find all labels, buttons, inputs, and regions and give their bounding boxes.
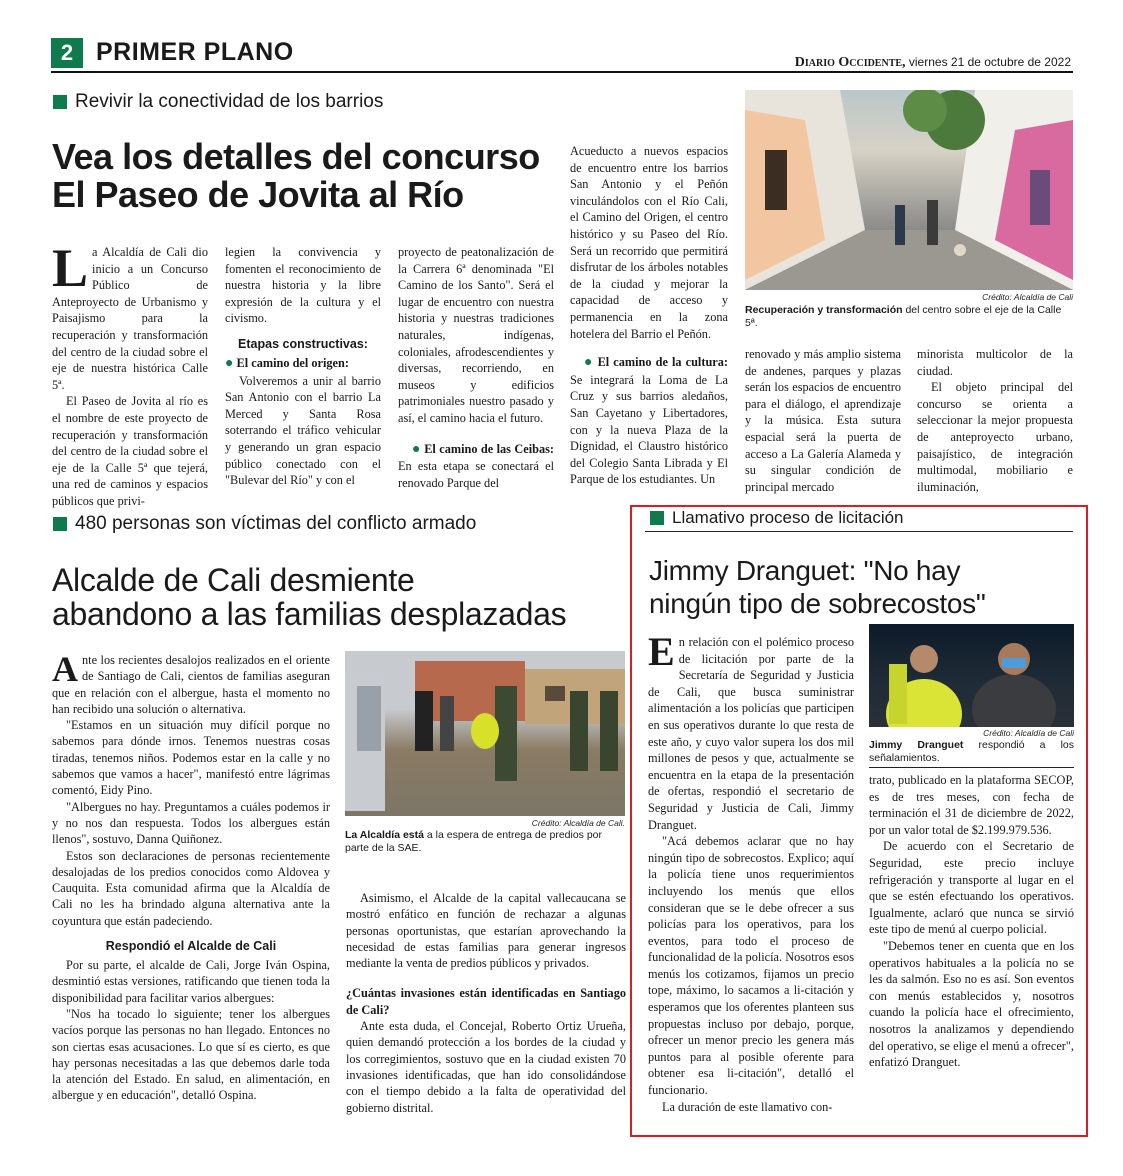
article2-col2: Asimismo, el Alcalde de la capital vallecaucana se mostró enfático en función de rechazar a algunas personas oportunistas, que estarían aprovechando la necesidad de estas familias para generar ingresos mediante la venta de predios públicos y privados. ¿Cuántas invasiones están identificadas en Santiago de Cali? Ante esta duda, el Concejal, Roberto Ortiz Urueña, quien demandó protección a los bordes de la ciudad y los corregimientos, sostuvo que en la ciudad existen 70 invasiones identificadas, que han ido consolidándose con el tiempo debido a la falta de operatividad del gobierno distrital. xyxy=(346,891,626,1115)
article3-title: Jimmy Dranguet: "No hay ningún tipo de sobrecostos" xyxy=(649,555,986,619)
header-rule xyxy=(51,71,1073,73)
article1-title: Vea los detalles del concurso El Paseo de Jovita al Río xyxy=(52,136,540,215)
photo3-caption: Jimmy Dranguet respondió a los señalamientos. xyxy=(869,739,1074,764)
photo1-credit: Crédito: Alcaldía de Cali xyxy=(982,292,1073,302)
community-photo xyxy=(345,651,625,816)
photo3-credit: Crédito: Alcaldía de Cali xyxy=(983,728,1074,738)
kicker-square-icon xyxy=(650,511,664,525)
kicker-square-icon xyxy=(53,95,67,109)
article2-subhead: Respondió el Alcalde de Cali xyxy=(105,939,277,954)
masthead xyxy=(795,55,1071,71)
article1-col5: renovado y más amplio sistema de andenes, parques y plazas serán los espacios de encuentro para el diálogo, el aprendizaje y la música. Esta sutura espacial será la puerta de acceso a La Galería Alameda y su singular condición de principal mercado xyxy=(745,347,901,494)
kicker-square-icon xyxy=(53,517,67,531)
article1-col1: La Alcaldía de Cali dio inicio a un Concurso Público de Anteproyecto de Urbanismo y Paisajismo para la recuperación y transformación del centro de la ciudad sobre el eje de nuestra histórica Calle 5ª. El Paseo de Jovita al río es el nombre de este proyecto de recuperación y transformación del centro de la ciudad sobre el eje de la Calle 5ª que tejerá, una red de caminos y espacios públicos que privi- xyxy=(52,238,208,508)
article3-kicker: Llamativo proceso de licitación xyxy=(650,508,904,528)
bullet-icon: ● xyxy=(584,355,594,371)
portrait-photo-illustration xyxy=(869,624,1074,727)
section-title: PRIMER PLANO xyxy=(96,38,294,66)
article1-kicker: Revivir la conectividad de los barrios xyxy=(53,91,383,113)
article1-col6: minorista multicolor de la ciudad. El objeto principal del concurso se orienta a seleccionar la mejor propuesta de anteproyecto urbano, paisajístico, de integración multimodal, mobiliario e iluminación, xyxy=(917,347,1073,494)
issue-date: viernes 21 de octubre de 2022 xyxy=(905,55,1071,69)
article1-col2: legien la convivencia y fomenten el reconocimiento de nuestra historia y la libre expresión de la cultura y el civismo. Etapas constructivas: ● El camino del origen: Volveremos a unir al barrio San Antonio con el barrio La Merced y Santa Rosa soterrando el tráfico vehicular y generando un gran espacio público conectado con el "Bulevar del Río" y con el xyxy=(225,245,381,488)
bullet-icon: ● xyxy=(225,355,234,371)
photo1-caption: Recuperación y transformación del centro sobre el eje de la Calle 5ª. xyxy=(745,304,1062,329)
article3-col2: trato, publicado en la plataforma SECOP, es de tres meses, con fecha de terminación el 31 de diciembre de 2022, por un valor total de $2.199.979.536. De acuerdo con el Secretario de Seguridad, este precio incluye refrigeración y transporte al lugar en el que se estén efectuando los operativos. Igualmente, aclaró que nunca se sirvió este tipo de menú al cuerpo policial. "Debemos tener en cuenta que en los operativos habituales a la policía no se les da salmón. Eso no es así. Son eventos con menús establecidos y, nosotros cuando la policía hace el ofrecimiento, nosotros la analizamos y dependiendo del operativo, se elige el menú a ofrecer", enfatizó Dranguet. xyxy=(869,773,1074,1070)
photo2-credit: Crédito: Alcaldía de Cali. xyxy=(531,818,625,828)
article1-col3: proyecto de peatonalización de la Carrera 6ª denominada "El Camino de los Santo". Será el lugar de encuentro con nuestra historia y nuestras tradiciones naturales, indígenas, coloniales, afrodescendientes y diversas, recorriendo, en museos y edificios patrimoniales nuestro pasado y así, el camino hacia el futuro. ● El camino de las Ceibas: En esta etapa se conectará el renovado Parque del xyxy=(398,245,554,490)
newspaper-name: Diario Occidente, xyxy=(794,55,906,70)
bullet-icon: ● xyxy=(412,441,421,457)
community-photo-illustration xyxy=(345,651,625,816)
page-number: 2 xyxy=(51,38,83,68)
article3-col1: En relación con el polémico proceso de licitación por parte de la Secretaría de Seguridad y Justicia de Cali, que busca suministrar alimentación a los policías que participen en sus operativos durante lo que resta de este año, y cuyo valor supera los dos mil millones de pesos y que, actualmente se encuentra en la etapa de la presentación de ofertas, respondió el secretario de Seguridad y Justicia de Cali, Jimmy Dranguet. "Acá debemos aclarar que no hay ningún tipo de sobrecostos. Explico; aquí la policía tiene unos requerimientos incluyendo los menús que ellos consideran que se le debe ofrecer a sus policías para los operativos, para los eventos, para todo el proceso de funcionalidad de la policía. Nosotros esos menús los cotizamos, fijamos un precio tope, máximo, lo sacamos a li-citación y esperamos que los oferentes planteen sus propuestas incluso por debajo, porque, ofrecer un menor precio les genera más puntos para al posible oferente para obtener esa li-citación", detalló el funcionario. La duración de este llamativo con- xyxy=(648,629,854,1114)
article3-rule xyxy=(645,531,1073,532)
photo3-rule xyxy=(869,767,1074,768)
dropcap: L xyxy=(52,238,89,298)
dropcap: E xyxy=(648,629,675,674)
article1-col4: Acueducto a nuevos espacios de encuentro entre los barrios San Antonio y el Peñón vinculándolos con el Río Cali, el Camino del Origen, el centro histórico y su Paseo del Río. Será un recorrido que permitirá disfrutar de los árboles notables de la ciudad y mejorar la capacidad de acceso y permanencia en la zona hotelera del Barrio el Peñón. ● El camino de la cultura: Se integrará la Loma de La Cruz y sus barrios aledaños, San Cayetano y Libertadores, con y la nueva Plaza de la Dignidad, el Claustro histórico del Colegio Santa Librada y El Parque de los estudiantes. Un xyxy=(570,144,728,487)
article2-title: Alcalde de Cali desmiente abandono a las familias desplazadas xyxy=(52,562,567,632)
street-photo-illustration xyxy=(745,90,1073,290)
article2-col1: Ante los recientes desalojos realizados en el oriente de Santiago de Cali, cientos de familias aseguran que en relación con el albergue, hasta el momento no han recibido una solución o alternativa. "Estamos en un situación muy difícil porque no sabemos para dónde irnos. Tenemos nuestras cosas tiradas, tenemos niños. Podemos estar en la calle y no sabemos que vamos a hacer", manifestó entre lágrimas comentó, Eidy Pino. "Albergues no hay. Preguntamos a cuáles podemos ir y no nos dan respuesta. Todos los albergues están llenos", sostuvo, Danna Quiñonez. Estos son declaraciones de personas recientemente desalojadas de los predios conocidos como Aldovea y Cauquita. Esta comunidad afirma que la Alcaldía de Cali no les ha brindado alguna alternativa ante la coyuntura que están padeciendo. Respondió el Alcalde de Cali Por su parte, el alcalde de Cali, Jorge Iván Ospina, desmintió estas versiones, ratificando que tienen toda la disponibilidad para facilitar varios albergues: "Nos ha tocado lo siguiente; tener los albergues vacíos porque las personas no han llegado. Entonces no son ciertas esas acusaciones. Lo que sí es cierto, es que hay personas necesitadas a las que debemos darle toda la atención del Estado. En salud, en alimentación, en albergue y en educación", detalló Ospina. xyxy=(52,649,330,1103)
photo2-caption: La Alcaldía está a la espera de entrega de predios por parte de la SAE. xyxy=(345,829,603,854)
article2-kicker: 480 personas son víctimas del conflicto armado xyxy=(53,513,476,535)
street-photo xyxy=(745,90,1073,290)
portrait-photo xyxy=(869,624,1074,727)
dropcap: A xyxy=(52,649,78,689)
